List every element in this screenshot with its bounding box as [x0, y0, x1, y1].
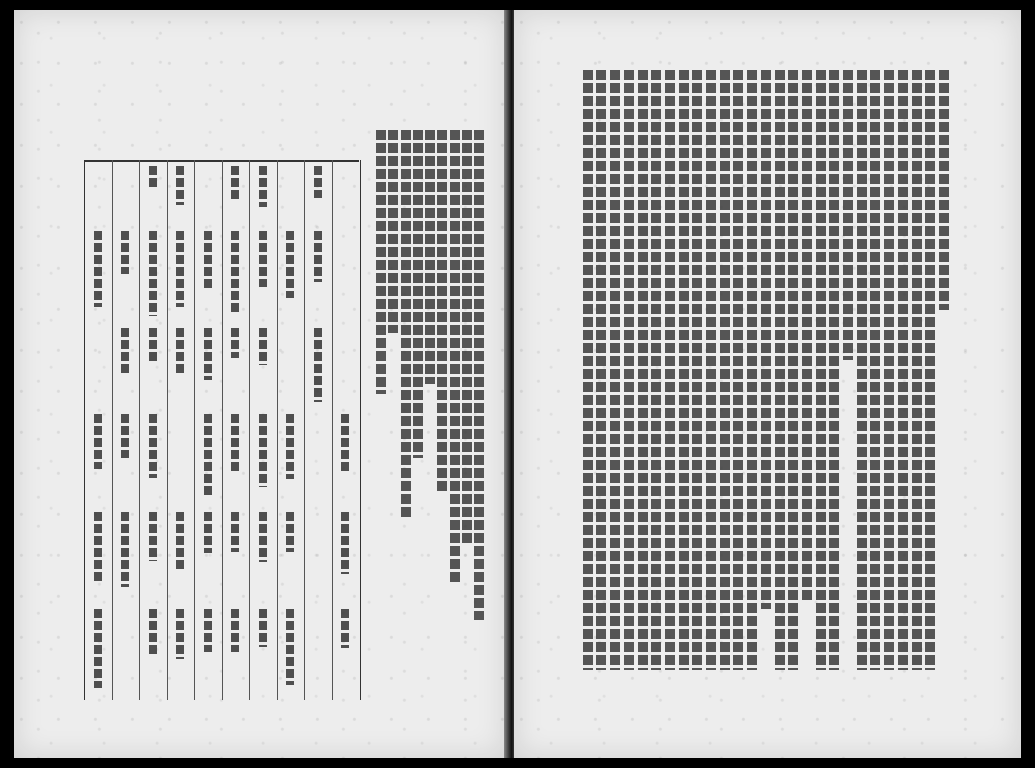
table-column-rule	[277, 160, 278, 700]
table-cell	[176, 166, 184, 205]
text-line	[624, 70, 634, 670]
table-column-rule	[139, 160, 140, 700]
table-cell	[314, 231, 322, 282]
table-cell	[341, 609, 349, 648]
table-column-rule	[249, 160, 250, 700]
table-cell	[259, 512, 267, 562]
table-cell	[231, 328, 239, 358]
table-cell	[94, 512, 102, 582]
table-cell	[341, 414, 349, 471]
table-cell	[121, 512, 129, 587]
table-cell	[176, 328, 184, 373]
text-line	[912, 70, 922, 670]
table-cell	[176, 231, 184, 307]
table-cell	[94, 609, 102, 688]
table-cell	[149, 512, 157, 561]
table-cell	[176, 512, 184, 572]
table-column-rule	[112, 160, 113, 700]
text-line	[462, 130, 472, 543]
text-line	[870, 70, 880, 670]
text-line	[857, 70, 867, 670]
text-line	[829, 70, 839, 670]
text-line	[596, 70, 606, 670]
text-line	[898, 70, 908, 670]
text-line	[450, 130, 460, 582]
text-line	[437, 130, 447, 491]
table-cell	[204, 328, 212, 380]
table-cell	[121, 231, 129, 274]
table-cell	[231, 414, 239, 472]
table-cell	[149, 166, 157, 189]
table-cell	[149, 414, 157, 478]
book-spread	[14, 10, 1021, 758]
table-column-rule	[304, 160, 305, 700]
store-table	[84, 160, 359, 720]
text-line	[775, 70, 785, 670]
text-line	[788, 70, 798, 670]
text-line	[720, 70, 730, 670]
table-cell	[314, 166, 322, 198]
text-line	[925, 70, 935, 670]
text-line	[706, 70, 716, 670]
right-body-text	[579, 70, 949, 670]
text-line	[802, 70, 812, 601]
left-page	[14, 10, 506, 758]
text-line	[376, 130, 386, 394]
text-line	[843, 70, 853, 360]
table-column-rule	[222, 160, 223, 700]
text-line	[747, 70, 757, 670]
table-cell	[121, 328, 129, 376]
table-cell	[231, 231, 239, 312]
table-cell	[259, 231, 267, 287]
text-line	[401, 130, 411, 520]
table-cell	[121, 414, 129, 458]
table-cell	[341, 512, 349, 574]
text-line	[884, 70, 894, 670]
text-line	[638, 70, 648, 670]
table-cell	[286, 414, 294, 479]
text-line	[413, 130, 423, 458]
text-line	[692, 70, 702, 670]
text-line	[816, 70, 826, 670]
text-line	[679, 70, 689, 670]
table-cell	[259, 166, 267, 207]
table-cell	[286, 512, 294, 552]
table-cell	[204, 609, 212, 652]
table-cell	[231, 512, 239, 552]
left-body-text	[374, 130, 484, 710]
table-cell	[94, 231, 102, 307]
text-line	[388, 130, 398, 333]
text-line	[665, 70, 675, 670]
text-line	[474, 130, 484, 620]
table-cell	[149, 609, 157, 655]
table-cell	[286, 609, 294, 685]
table-cell	[149, 231, 157, 316]
table-cell	[176, 609, 184, 659]
right-page	[514, 10, 1021, 758]
text-line	[761, 70, 771, 609]
table-column-rule	[194, 160, 195, 700]
table-column-rule	[167, 160, 168, 700]
table-cell	[259, 609, 267, 647]
text-line	[610, 70, 620, 670]
table-cell	[204, 512, 212, 553]
table-cell	[286, 231, 294, 298]
table-cell	[259, 328, 267, 365]
table-cell	[204, 414, 212, 495]
text-line	[425, 130, 435, 384]
table-cell	[231, 166, 239, 201]
table-cell	[314, 328, 322, 402]
text-line	[939, 70, 949, 310]
text-line	[651, 70, 661, 670]
table-column-rule	[332, 160, 333, 700]
table-cell	[259, 414, 267, 487]
text-line	[583, 70, 593, 670]
table-cell	[94, 414, 102, 469]
table-cell	[204, 231, 212, 288]
table-cell	[149, 328, 157, 364]
text-line	[733, 70, 743, 670]
table-cell	[231, 609, 239, 652]
